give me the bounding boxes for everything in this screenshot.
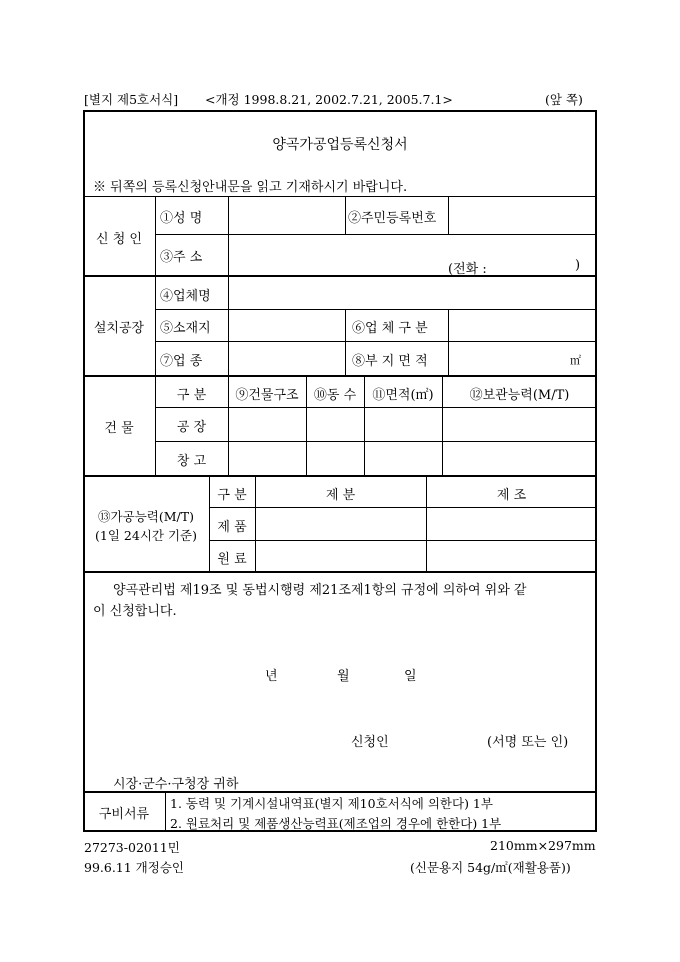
document-item-1: 1. 동력 및 기계시설내역표(별지 제10호서식에 의한다) 1부: [170, 796, 493, 811]
building-col-count: ⑩동 수: [313, 388, 357, 403]
applicant-section-label: 신 청 인: [96, 232, 142, 247]
building-row-warehouse: 창 고: [176, 454, 207, 469]
name-label: ①성 명: [160, 211, 203, 226]
applicant-signature-label: 신청인: [351, 735, 389, 750]
rrn-label: ②주민등록번호: [348, 211, 437, 226]
revision-history: <개정 1998.8.21, 2002.7.21, 2005.7.1>: [205, 92, 453, 107]
factory-area-field[interactable]: [365, 409, 441, 440]
building-section-label: 건 물: [104, 421, 134, 436]
industry-label: ⑦업 종: [160, 354, 203, 369]
factory-structure-field[interactable]: [229, 409, 305, 440]
company-type-field[interactable]: [449, 310, 595, 340]
product-manufacturing-field[interactable]: [427, 509, 595, 539]
factory-section-label: 설치공장: [93, 321, 145, 336]
page-side: (앞 쪽): [545, 92, 583, 107]
document-item-2: 2. 원료처리 및 제품생산능력표(제조업의 경우에 한한다) 1부: [170, 816, 502, 831]
paper-size: 210mm×297mm: [490, 838, 596, 853]
addressee: 시장·군수·구청장 귀하: [113, 777, 239, 792]
declaration-line1: 양곡관리법 제19조 및 동법시행령 제21조제1항의 규정에 의하여 위와 같: [113, 583, 527, 598]
area-unit: ㎡: [570, 354, 581, 367]
company-type-label: ⑥업 체 구 분: [352, 321, 428, 336]
warehouse-area-field[interactable]: [365, 443, 441, 474]
approval-date: 99.6.11 개정승인: [84, 860, 184, 875]
form-code: 27273-02011민: [84, 840, 180, 855]
company-name-field[interactable]: [229, 277, 595, 308]
processing-col-division: 구 분: [217, 488, 247, 503]
processing-col-milling: 제 분: [325, 488, 356, 503]
documents-label: 구비서류: [98, 807, 150, 822]
form-id: [별지 제5호서식]: [84, 92, 179, 107]
declaration-line2: 이 신청합니다.: [93, 604, 177, 619]
location-field[interactable]: [229, 310, 344, 340]
building-row-factory: 공 장: [176, 420, 207, 435]
date-day-label: 일: [404, 669, 417, 684]
warehouse-structure-field[interactable]: [229, 443, 305, 474]
product-milling-field[interactable]: [256, 509, 425, 539]
company-name-label: ④업체명: [160, 289, 211, 304]
processing-row-product: 제 품: [217, 520, 247, 535]
building-col-structure: ⑨건물구조: [235, 388, 299, 403]
location-label: ⑤소재지: [160, 321, 211, 336]
rrn-field[interactable]: [449, 197, 595, 233]
site-area-label: ⑧부 지 면 적: [352, 354, 428, 369]
raw-manufacturing-field[interactable]: [427, 542, 595, 570]
warehouse-capacity-field[interactable]: [443, 443, 595, 474]
form-title: 양곡가공업등록신청서: [272, 137, 408, 153]
factory-capacity-field[interactable]: [443, 409, 595, 440]
date-month-label: 월: [337, 669, 350, 684]
factory-count-field[interactable]: [307, 409, 363, 440]
address-field[interactable]: [229, 235, 595, 274]
processing-row-raw: 원 료: [217, 552, 247, 567]
processing-label-line2: (1일 24시간 기준): [95, 528, 197, 543]
signature-note: (서명 또는 인): [487, 735, 569, 750]
industry-field[interactable]: [229, 342, 344, 374]
name-field[interactable]: [229, 197, 344, 233]
warehouse-count-field[interactable]: [307, 443, 363, 474]
instruction-text: ※ 뒤쪽의 등록신청안내문을 읽고 기재하시기 바랍니다.: [93, 180, 408, 195]
raw-milling-field[interactable]: [256, 542, 425, 570]
phone-label: (전화 :: [448, 262, 487, 277]
building-col-division: 구 분: [176, 388, 207, 403]
date-year-label: 년: [265, 669, 278, 684]
building-col-capacity: ⑫보관능력(M/T): [469, 388, 570, 403]
paper-spec: (신문용지 54g/㎡(재활용품)): [410, 860, 571, 875]
processing-label-line1: ⑬가공능력(M/T): [98, 509, 194, 524]
building-col-area: ⑪면적(㎡): [372, 388, 434, 403]
processing-col-manufacturing: 제 조: [496, 488, 527, 503]
address-label: ③주 소: [160, 250, 203, 265]
phone-close: ): [575, 258, 581, 273]
